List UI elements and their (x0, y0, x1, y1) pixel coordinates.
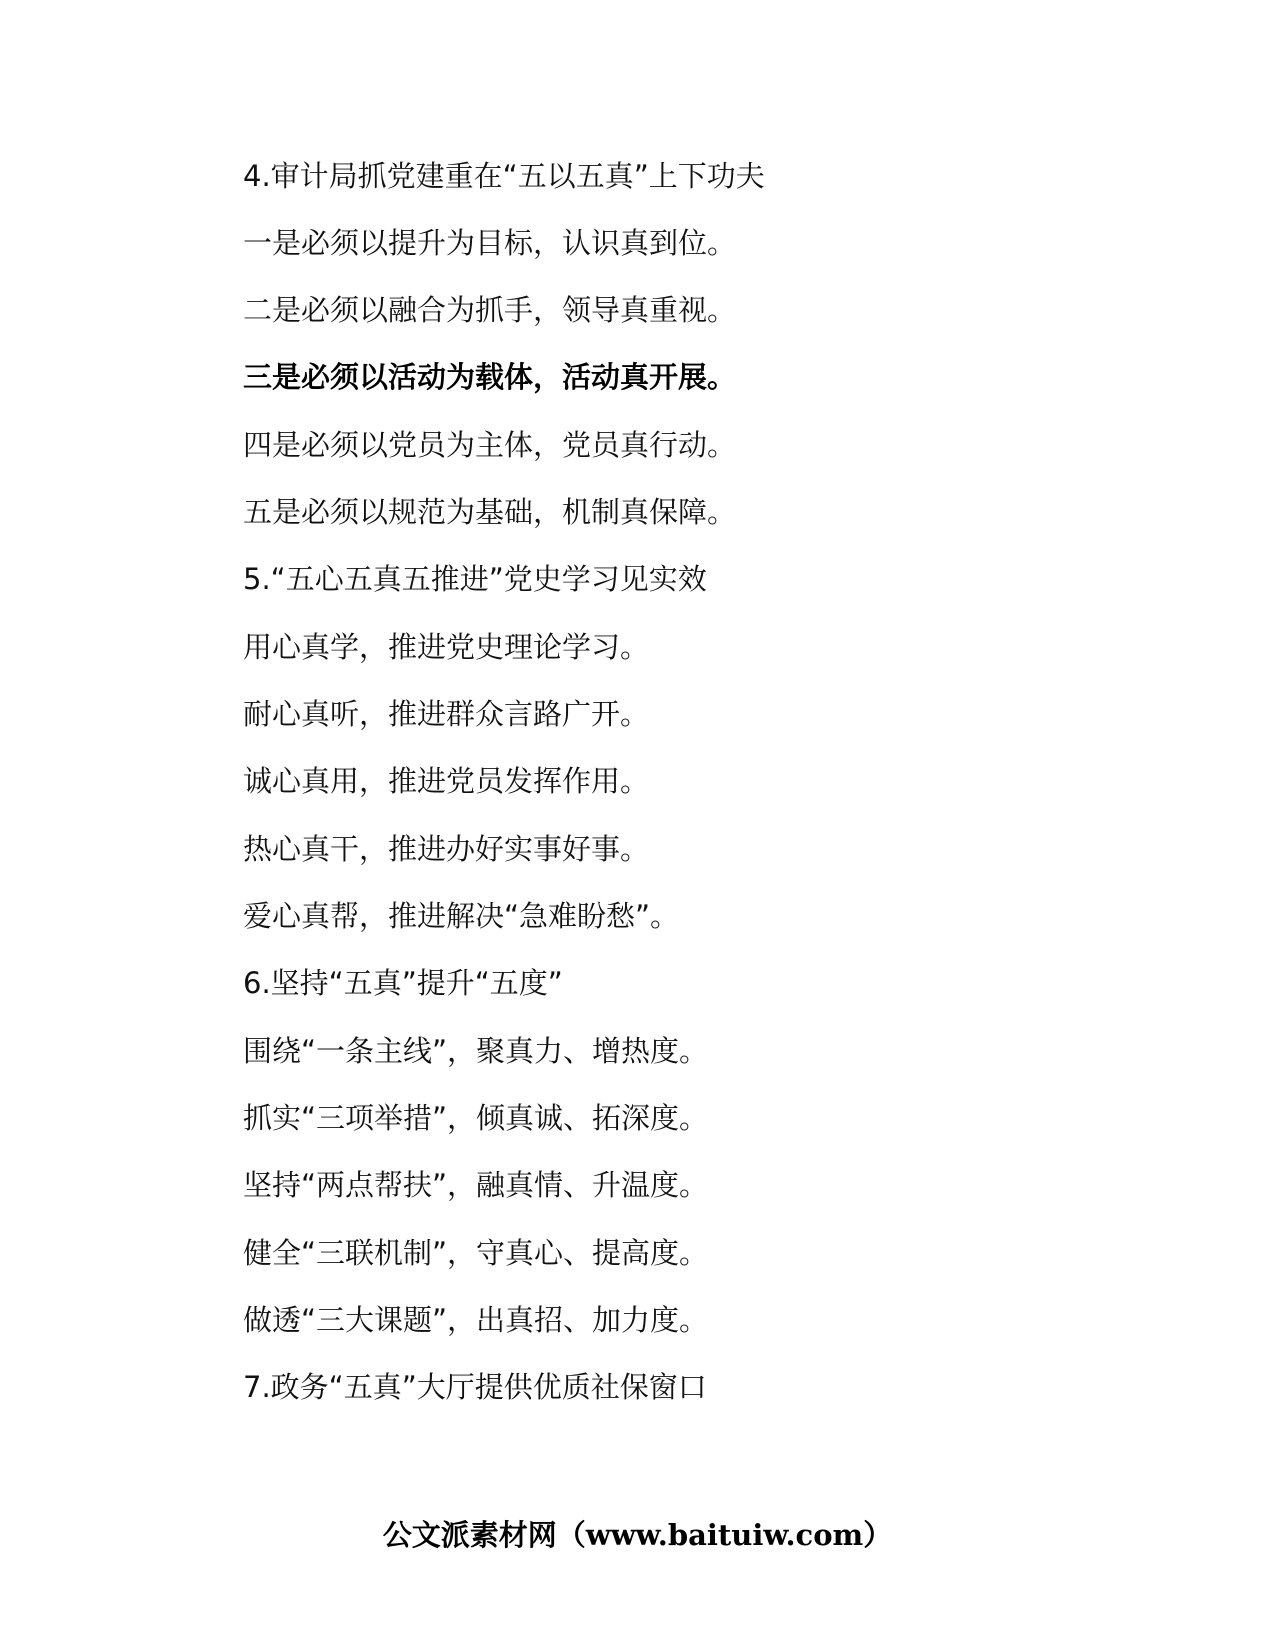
section-heading-4: 4.审计局抓党建重在“五以五真”上下功夫 (243, 159, 765, 193)
text-line: 用心真学，推进党史理论学习。 (243, 630, 650, 664)
text-line: 诚心真用，推进党员发挥作用。 (243, 764, 650, 798)
text-line: 四是必须以党员为主体，党员真行动。 (243, 428, 737, 462)
text-line: 围绕“一条主线”，聚真力、增热度。 (243, 1034, 709, 1068)
text-line-bold: 三是必须以活动为载体，活动真开展。 (243, 360, 737, 394)
section-heading-6: 6.坚持“五真”提升“五度” (243, 966, 563, 1000)
text-line: 抓实“三项举措”，倾真诚、拓深度。 (243, 1101, 709, 1135)
text-line: 一是必须以提升为目标，认识真到位。 (243, 226, 737, 260)
text-line: 爱心真帮，推进解决“急难盼愁”。 (243, 899, 680, 933)
section-heading-5: 5.“五心五真五推进”党史学习见实效 (243, 562, 707, 596)
text-line: 耐心真听，推进群众言路广开。 (243, 697, 650, 731)
section-heading-7: 7.政务“五真”大厅提供优质社保窗口 (243, 1370, 707, 1404)
text-line: 做透“三大课题”，出真招、加力度。 (243, 1303, 709, 1337)
text-line: 二是必须以融合为抓手，领导真重视。 (243, 293, 737, 327)
text-line: 五是必须以规范为基础，机制真保障。 (243, 495, 737, 529)
text-line: 健全“三联机制”，守真心、提高度。 (243, 1236, 709, 1270)
footer-source-note: 公文派素材网（www.baituiw.com） (382, 1518, 893, 1552)
text-line: 热心真干，推进办好实事好事。 (243, 832, 650, 866)
text-line: 坚持“两点帮扶”，融真情、升温度。 (243, 1168, 709, 1202)
